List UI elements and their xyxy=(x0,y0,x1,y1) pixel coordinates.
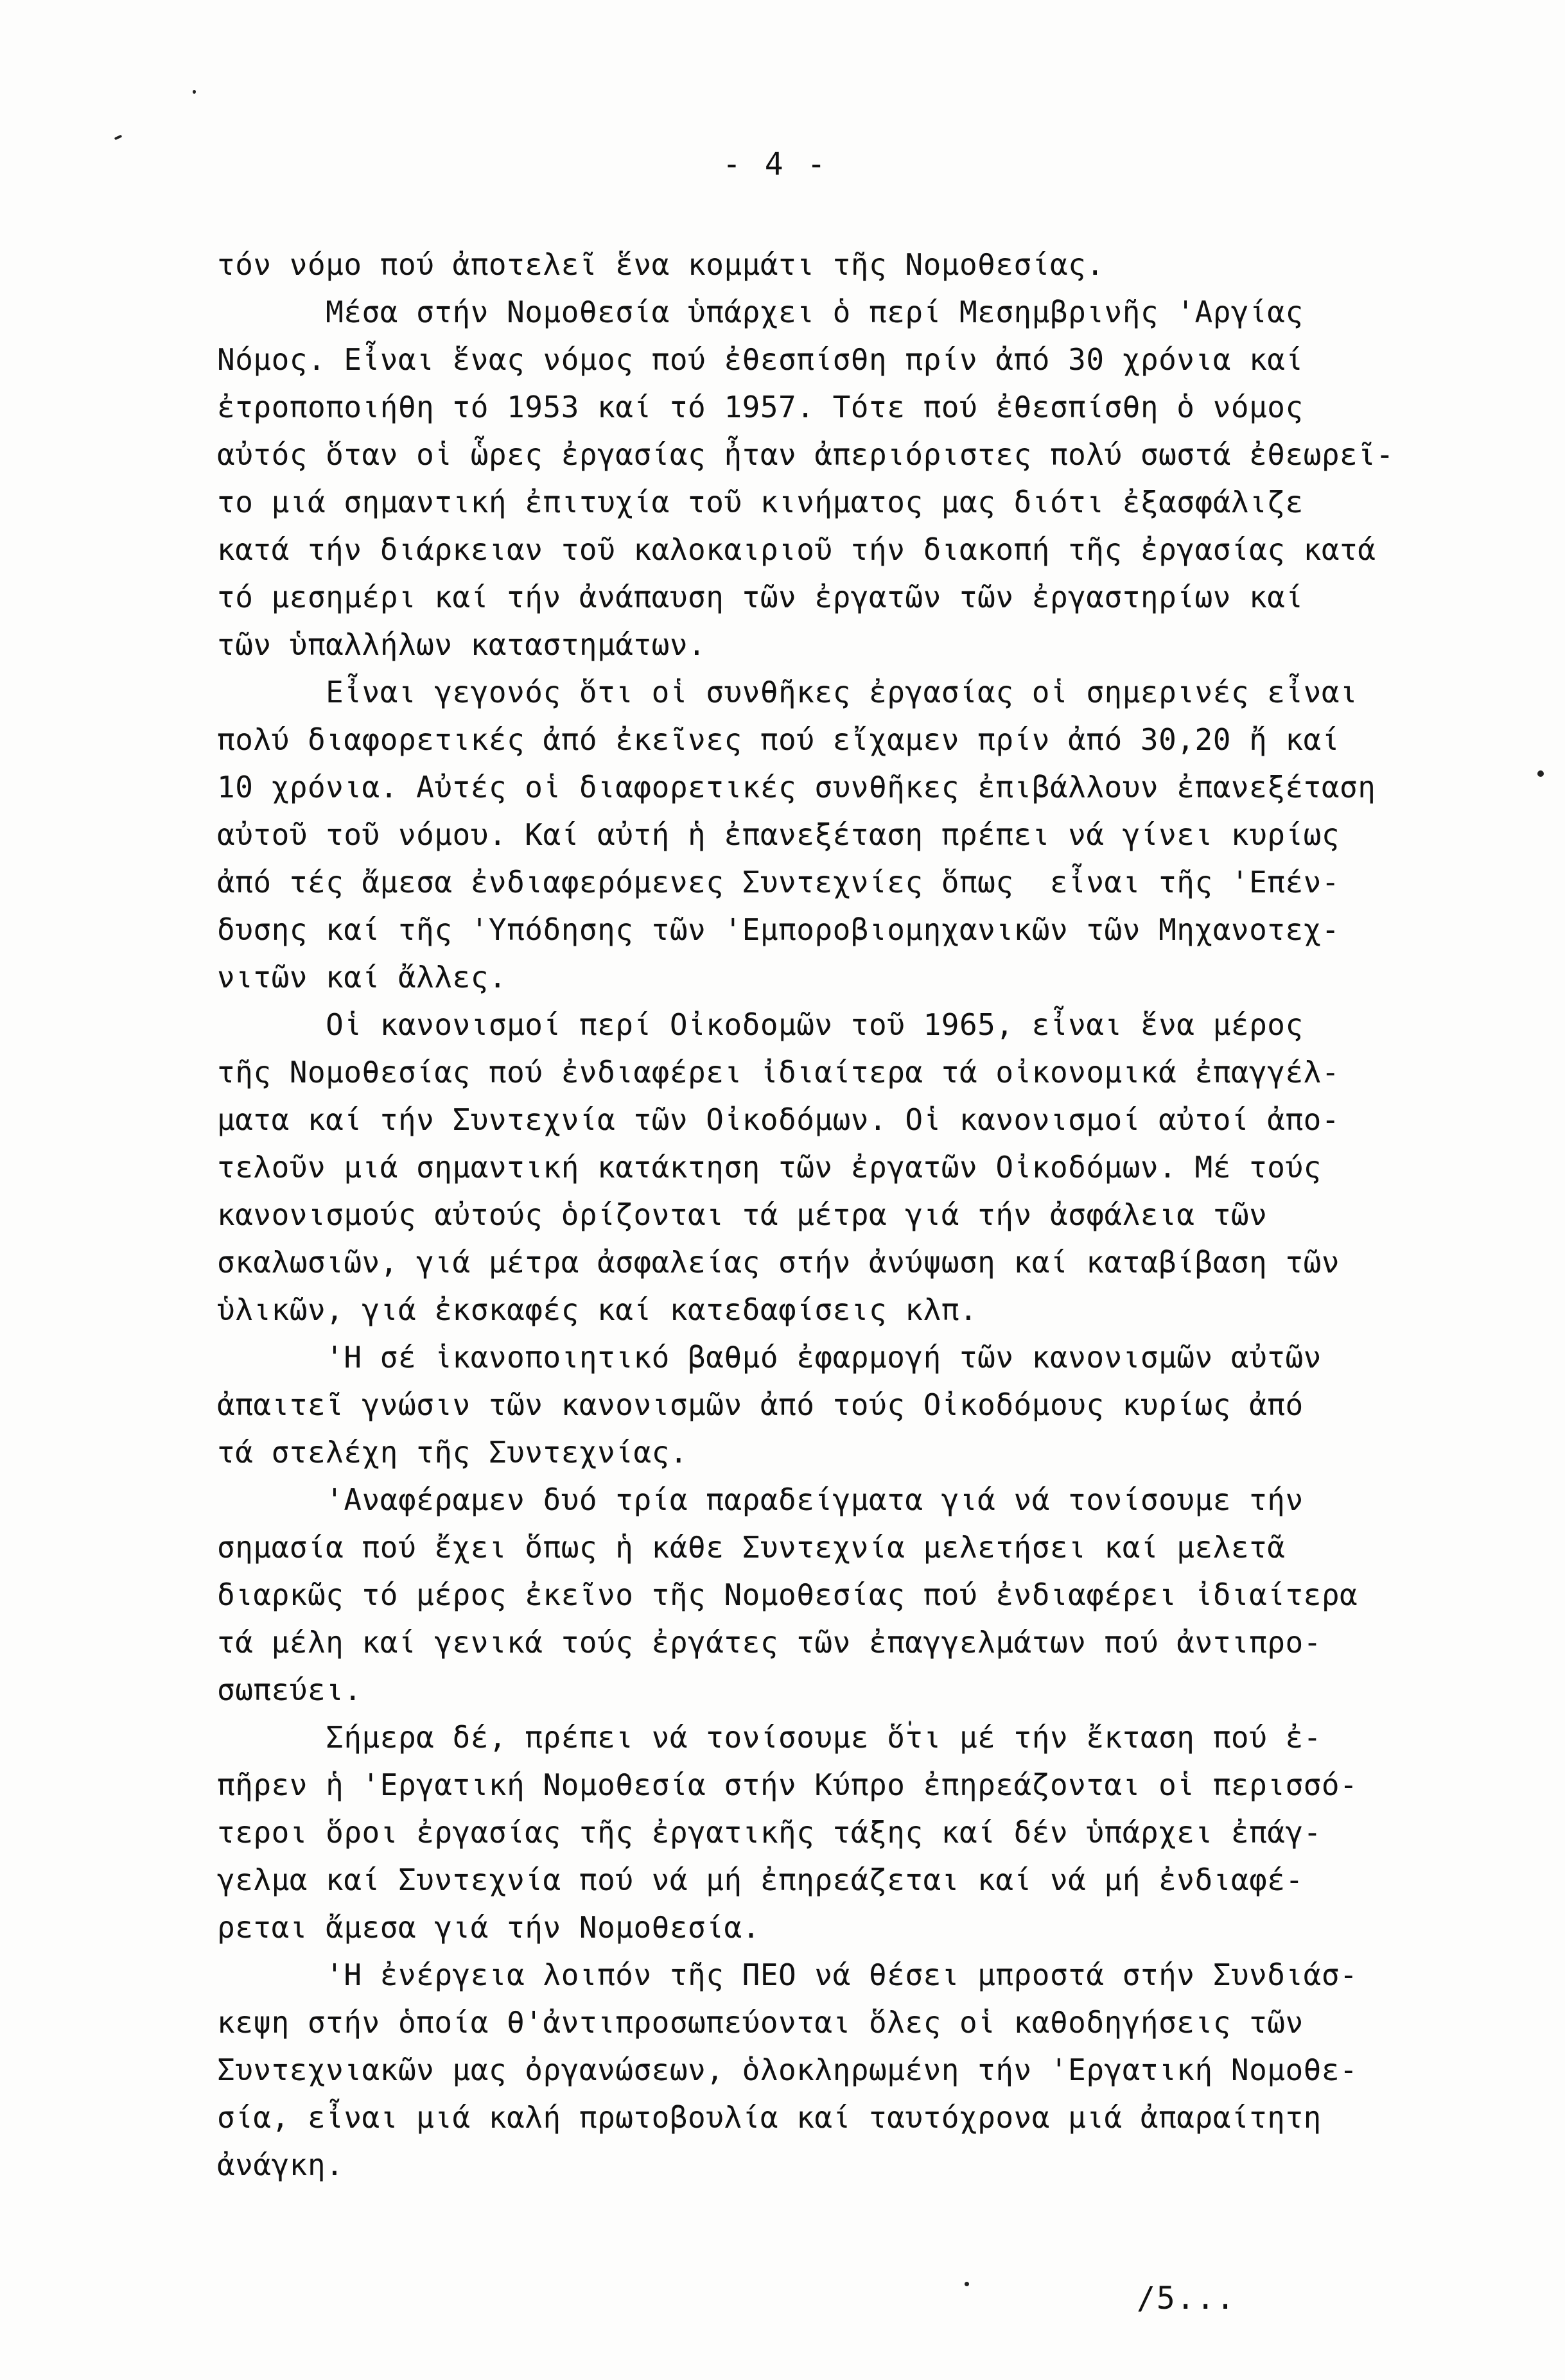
text-line: τόν νόμο πού ἀποτελεῖ ἕνα κομμάτι τῆς Νομοθεσίας. xyxy=(217,247,1105,282)
scan-speck xyxy=(193,90,196,94)
text-line: σωπεύει. xyxy=(217,1672,362,1707)
page-number: - 4 - xyxy=(722,146,828,182)
text-line: κεψη στήν ὁποία θ'ἀντιπροσωπεύονται ὅλες οἱ καθοδηγήσεις τῶν xyxy=(217,2005,1304,2040)
text-line: αὐτός ὅταν οἱ ὧρες ἐργασίας ἦταν ἀπεριόριστες πολύ σωστά ἐθεωρεῖ- xyxy=(217,437,1394,472)
text-line: ὑλικῶν, γιά ἐκσκαφές καί κατεδαφίσεις κλπ. xyxy=(217,1292,978,1327)
text-line: το μιά σημαντική ἐπιτυχία τοῦ κινήματος μας διότι ἐξασφάλιζε xyxy=(217,485,1304,519)
text-line: νιτῶν καί ἄλλες. xyxy=(217,960,507,995)
text-line: δυσης καί τῆς 'Υπόδησης τῶν 'Εμποροβιομηχανικῶν τῶν Μηχανοτεχ- xyxy=(217,912,1340,947)
text-line: σημασία πού ἔχει ὅπως ἡ κάθε Συντεχνία μελετήσει καί μελετᾶ xyxy=(217,1530,1286,1565)
text-line: Μέσα στήν Νομοθεσία ὑπάρχει ὁ περί Μεσημβρινῆς 'Αργίας xyxy=(217,295,1304,329)
text-line: τά στελέχη τῆς Συντεχνίας. xyxy=(217,1435,688,1470)
text-line: κανονισμούς αὐτούς ὁρίζονται τά μέτρα γιά τήν ἀσφάλεια τῶν xyxy=(217,1197,1268,1232)
text-line: Σήμερα δέ, πρέπει νά τονίσουμε ὅτι μέ τήν ἔκταση πού ἐ- xyxy=(217,1720,1322,1755)
text-line: τά μέλη καί γενικά τούς ἐργάτες τῶν ἐπαγγελμάτων πού ἀντιπρο- xyxy=(217,1625,1322,1660)
scan-speck xyxy=(114,135,123,141)
text-line: τῆς Νομοθεσίας πού ἐνδιαφέρει ἰδιαίτερα τά οἰκονομικά ἐπαγγέλ- xyxy=(217,1055,1340,1090)
text-line: 'Αναφέραμεν δυό τρία παραδείγματα γιά νά τονίσουμε τήν xyxy=(217,1482,1304,1517)
text-line: ἀπαιτεῖ γνώσιν τῶν κανονισμῶν ἀπό τούς Οἰκοδόμους κυρίως ἀπό xyxy=(217,1387,1304,1422)
scan-speck xyxy=(965,2282,969,2286)
text-line: αὐτοῦ τοῦ νόμου. Καί αὐτή ἡ ἐπανεξέταση πρέπει νά γίνει κυρίως xyxy=(217,817,1340,852)
text-line: ρεται ἄμεσα γιά τήν Νομοθεσία. xyxy=(217,1910,760,1945)
text-line: Εἶναι γεγονός ὅτι οἱ συνθῆκες ἐργασίας οἱ σημερινές εἶναι xyxy=(217,675,1358,709)
text-line: τελοῦν μιά σημαντική κατάκτηση τῶν ἐργατῶν Οἰκοδόμων. Μέ τούς xyxy=(217,1150,1322,1185)
text-line: πῆρεν ἡ 'Εργατική Νομοθεσία στήν Κύπρο ἐπηρεάζονται οἱ περισσό- xyxy=(217,1768,1358,1802)
scan-speck xyxy=(1537,770,1544,777)
body-text xyxy=(217,241,1489,2189)
text-line: ἐτροποποιήθη τό 1953 καί τό 1957. Τότε πού ἐθεσπίσθη ὁ νόμος xyxy=(217,390,1304,424)
text-line: Οἱ κανονισμοί περί Οἰκοδομῶν τοῦ 1965, εἶναι ἕνα μέρος xyxy=(217,1007,1304,1042)
text-line: γελμα καί Συντεχνία πού νά μή ἐπηρεάζεται καί νά μή ἐνδιαφέ- xyxy=(217,1863,1304,1897)
text-line: 'Η ἐνέργεια λοιπόν τῆς ΠΕΟ νά θέσει μπροστά στήν Συνδιάσ- xyxy=(217,1958,1358,1992)
text-line: πολύ διαφορετικές ἀπό ἐκεῖνες πού εἴχαμεν πρίν ἀπό 30,20 ἤ καί xyxy=(217,722,1340,757)
text-line: 'Η σέ ἱκανοποιητικό βαθμό ἐφαρμογή τῶν κανονισμῶν αὐτῶν xyxy=(217,1340,1322,1375)
text-line: ματα καί τήν Συντεχνία τῶν Οἰκοδόμων. Οἱ κανονισμοί αὐτοί ἀπο- xyxy=(217,1102,1340,1137)
text-line: ἀνάγκη. xyxy=(217,2148,344,2182)
text-line: σκαλωσιῶν, γιά μέτρα ἀσφαλείας στήν ἀνύψωση καί καταβίβαση τῶν xyxy=(217,1245,1340,1280)
continuation-marker: /5... xyxy=(1137,2280,1236,2316)
text-line: τεροι ὅροι ἐργασίας τῆς ἐργατικῆς τάξης καί δέν ὑπάρχει ἐπάγ- xyxy=(217,1815,1322,1850)
text-line: διαρκῶς τό μέρος ἐκεῖνο τῆς Νομοθεσίας πού ἐνδιαφέρει ἰδιαίτερα xyxy=(217,1577,1358,1612)
text-line: Νόμος. Εἶναι ἕνας νόμος πού ἐθεσπίσθη πρίν ἀπό 30 χρόνια καί xyxy=(217,342,1304,377)
text-line: Συντεχνιακῶν μας ὀργανώσεων, ὁλοκληρωμένη τήν 'Εργατική Νομοθε- xyxy=(217,2053,1358,2087)
text-line: τό μεσημέρι καί τήν ἀνάπαυση τῶν ἐργατῶν τῶν ἐργαστηρίων καί xyxy=(217,580,1304,614)
text-line: 10 χρόνια. Αὐτές οἱ διαφορετικές συνθῆκες ἐπιβάλλουν ἐπανεξέταση xyxy=(217,770,1376,804)
text-line: σία, εἶναι μιά καλή πρωτοβουλία καί ταυτόχρονα μιά ἀπαραίτητη xyxy=(217,2100,1322,2135)
text-line: κατά τήν διάρκειαν τοῦ καλοκαιριοῦ τήν διακοπή τῆς ἐργασίας κατά xyxy=(217,532,1376,567)
text-line: τῶν ὑπαλλήλων καταστημάτων. xyxy=(217,627,706,662)
text-line: ἀπό τές ἄμεσα ἐνδιαφερόμενες Συντεχνίες ὅπως εἶναι τῆς 'Επέν- xyxy=(217,865,1340,899)
